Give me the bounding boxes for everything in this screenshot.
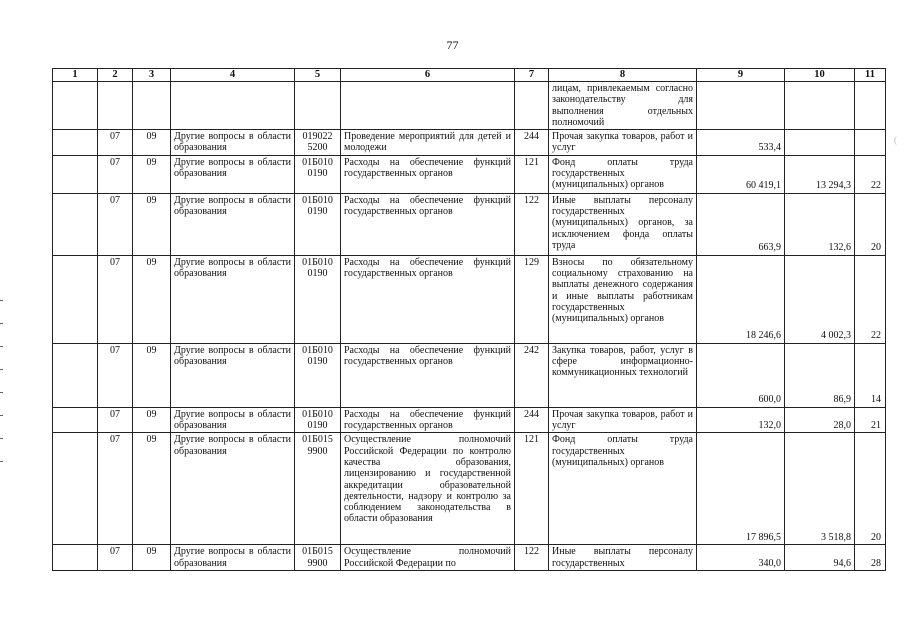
column-header: 10	[785, 69, 855, 82]
cell-actual: 28,0	[785, 407, 855, 433]
cell-section: 07	[98, 407, 133, 433]
cell-percent: 20	[855, 193, 886, 255]
column-header: 1	[53, 69, 98, 82]
cell-type-name: Иные выплаты персоналу государственных	[549, 545, 697, 571]
cell-empty	[53, 545, 98, 571]
cell-subsection: 09	[133, 193, 171, 255]
cell-type-code: 122	[515, 545, 549, 571]
cell-empty	[53, 343, 98, 407]
cell-type-code: 244	[515, 130, 549, 156]
cell-target: 01Б010 0190	[295, 155, 341, 193]
table-row	[53, 343, 886, 407]
table-row	[53, 433, 886, 545]
cell-actual: 86,9	[785, 343, 855, 407]
cell-type-name: Прочая закупка товаров, работ и услуг	[549, 407, 697, 433]
cell-name: Другие вопросы в области образования	[171, 193, 295, 255]
table-row	[53, 255, 886, 343]
column-header: 11	[855, 69, 886, 82]
cell-name: Другие вопросы в области образования	[171, 255, 295, 343]
cell-purpose: Расходы на обеспечение функций государственных органов	[341, 407, 515, 433]
cell-plan: 663,9	[697, 193, 785, 255]
cell-actual: 4 002,3	[785, 255, 855, 343]
cell-purpose: Осуществление полномочий Российской Федерации по	[341, 545, 515, 571]
cell-target: 01Б015 9900	[295, 433, 341, 545]
cell-type-code: 244	[515, 407, 549, 433]
cell-plan: 60 419,1	[697, 155, 785, 193]
cell-target: 019022 5200	[295, 130, 341, 156]
column-header: 4	[171, 69, 295, 82]
scan-mark: (	[894, 135, 897, 145]
cell-section: 07	[98, 193, 133, 255]
cell-section: 07	[98, 255, 133, 343]
cell-expense-type: лицам, привлекаемым согласно законодательству для выполнения отдельных полномочий	[549, 82, 697, 130]
cell-percent: 14	[855, 343, 886, 407]
column-header: 5	[295, 69, 341, 82]
cell-section: 07	[98, 343, 133, 407]
cell-percent: 21	[855, 407, 886, 433]
cell-type-code: 121	[515, 433, 549, 545]
cell-empty	[53, 130, 98, 156]
budget-table	[52, 68, 886, 571]
cell-actual: 132,6	[785, 193, 855, 255]
cell-percent: 28	[855, 545, 886, 571]
cell-actual	[785, 130, 855, 156]
column-header: 8	[549, 69, 697, 82]
table-row	[53, 193, 886, 255]
cell-plan: 132,0	[697, 407, 785, 433]
cell-subsection: 09	[133, 343, 171, 407]
column-header: 6	[341, 69, 515, 82]
cell-percent: 20	[855, 433, 886, 545]
cell-name: Другие вопросы в области образования	[171, 155, 295, 193]
cell-name: Другие вопросы в области образования	[171, 343, 295, 407]
table-row	[53, 155, 886, 193]
cell-purpose: Расходы на обеспечение функций государственных органов	[341, 193, 515, 255]
cell-type-name: Фонд оплаты труда государственных (муниципальных) органов	[549, 433, 697, 545]
column-header: 3	[133, 69, 171, 82]
cell-actual: 94,6	[785, 545, 855, 571]
cell-name: Другие вопросы в области образования	[171, 433, 295, 545]
cell-type-name: Взносы по обязательному социальному страхованию на выплаты денежного содержания и иные выплаты работникам государственных (муниципальных) органов	[549, 255, 697, 343]
table-row	[53, 407, 886, 433]
cell-target: 01Б010 0190	[295, 407, 341, 433]
cell-empty	[53, 407, 98, 433]
cell-actual: 3 518,8	[785, 433, 855, 545]
cell-subsection: 09	[133, 155, 171, 193]
cell-subsection: 09	[133, 130, 171, 156]
cell-type-name: Закупка товаров, работ, услуг в сфере информационно-коммуникационных технологий	[549, 343, 697, 407]
page-number: 77	[446, 38, 459, 52]
cell-name: Другие вопросы в области образования	[171, 130, 295, 156]
cell-subsection: 09	[133, 255, 171, 343]
cell-name: Другие вопросы в области образования	[171, 545, 295, 571]
cell-plan: 17 896,5	[697, 433, 785, 545]
cell-plan: 533,4	[697, 130, 785, 156]
cell-target: 01Б015 9900	[295, 545, 341, 571]
cell-type-name: Фонд оплаты труда государственных (муниципальных) органов	[549, 155, 697, 193]
cell-empty	[53, 155, 98, 193]
cell-purpose: Осуществление полномочий Российской Федерации по контролю качества образования, лицензированию и государственной аккредитации образовательной деятельности, надзору и контролю за соблюдением законодательства в области образования	[341, 433, 515, 545]
cell-percent: 22	[855, 155, 886, 193]
cell-target: 01Б010 0190	[295, 255, 341, 343]
scan-edge-ticks	[0, 300, 4, 484]
cell-type-code: 121	[515, 155, 549, 193]
cell-type-code: 122	[515, 193, 549, 255]
cell-plan: 340,0	[697, 545, 785, 571]
cell-percent: 22	[855, 255, 886, 343]
header-row	[53, 69, 886, 82]
cell-type-name: Иные выплаты персоналу государственных (муниципальных) органов, за исключением фонда оплаты труда	[549, 193, 697, 255]
cell-empty	[53, 433, 98, 545]
cell-purpose: Расходы на обеспечение функций государственных органов	[341, 343, 515, 407]
cell-section: 07	[98, 433, 133, 545]
cell-target: 01Б010 0190	[295, 343, 341, 407]
cell-type-code: 129	[515, 255, 549, 343]
cell-section: 07	[98, 155, 133, 193]
cell-type-code: 242	[515, 343, 549, 407]
cell-purpose: Расходы на обеспечение функций государственных органов	[341, 255, 515, 343]
column-header: 9	[697, 69, 785, 82]
cell-section: 07	[98, 545, 133, 571]
cell-empty	[53, 193, 98, 255]
cell-target: 01Б010 0190	[295, 193, 341, 255]
column-header: 2	[98, 69, 133, 82]
cell-subsection: 09	[133, 433, 171, 545]
cell-actual: 13 294,3	[785, 155, 855, 193]
cell-percent	[855, 130, 886, 156]
cell-empty	[53, 255, 98, 343]
cell-purpose: Расходы на обеспечение функций государственных органов	[341, 155, 515, 193]
cell-plan: 18 246,6	[697, 255, 785, 343]
cell-name: Другие вопросы в области образования	[171, 407, 295, 433]
column-header: 7	[515, 69, 549, 82]
cell-subsection: 09	[133, 545, 171, 571]
table-row	[53, 130, 886, 156]
cell-plan: 600,0	[697, 343, 785, 407]
cell-type-name: Прочая закупка товаров, работ и услуг	[549, 130, 697, 156]
table-row-continuation	[53, 82, 886, 130]
cell-section: 07	[98, 130, 133, 156]
cell-purpose: Проведение мероприятий для детей и молодежи	[341, 130, 515, 156]
table-row	[53, 545, 886, 571]
cell-subsection: 09	[133, 407, 171, 433]
